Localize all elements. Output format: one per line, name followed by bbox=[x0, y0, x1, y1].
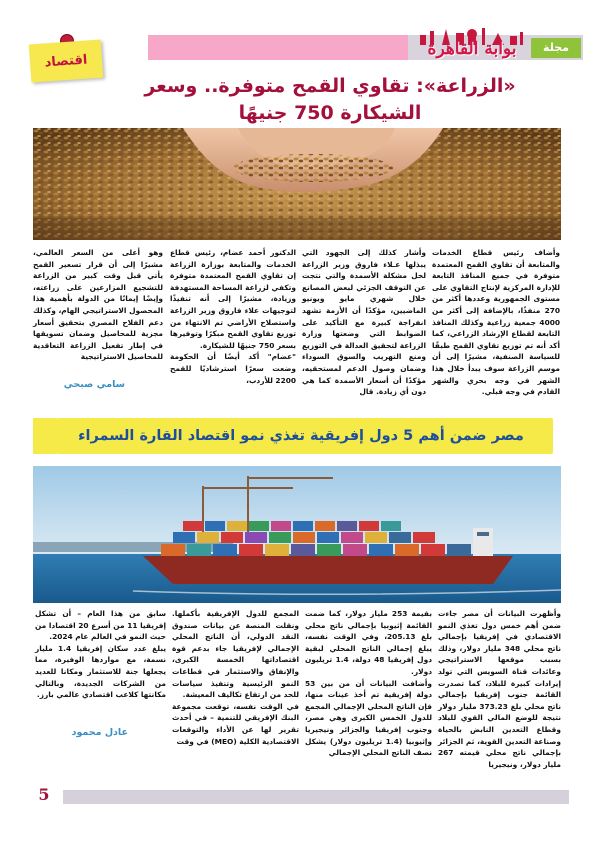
article2-headline: مصر ضمن أهم 5 دول إفريقية تغذي نمو اقتصاد القارة السمراء bbox=[78, 428, 524, 444]
page-number: 5 bbox=[38, 785, 50, 804]
footer-bar bbox=[63, 790, 569, 804]
article1-column-4: وهو أعلى من السعر العالمي، مشيرًا إلى أن قرار تسعير القمح يأتي قبل وقت كبير من الزراعة للتشجيع المزارعين على زراعته، وإيضًا إيمانًا من الدولة بأهمية هذا المحصول الاستراتيجي الهام، وكذلك دعم الفلاح المصري بتحقيق أسعار مجزية للمحاصيل وضمان تسويقها في إطار تفعيل الزراعة التعاقدية للمحاصيل الاستراتيجية bbox=[33, 248, 163, 362]
article1-column-2: وأشار كذلك إلى الجهود التي يبذلها عـلاء فاروق وزير الزراعة لحل مشكلة الأسمدة والتي نتجت عن التوقف الجزئي لبعض المصانع خلال شهري مايو ويونيو الماضيين، مؤكدًا أن الأزمة تشهد انفراجة كبيرة مع التأكيد على الضوابط التي وضعتها وزارة الزراعة لتحقيق العدالة في التوزيع ومنع التهريب والسوق السوداء وضمان وصول الدعم لمستحقيه، مؤكدًا أن أسعار الأسمدة كما هي دون أي زيادة. قال bbox=[302, 248, 426, 397]
section-label: اقتصاد bbox=[44, 52, 88, 71]
magazine-label: مجلة bbox=[531, 38, 581, 58]
section-sticky-note bbox=[29, 40, 103, 83]
article2-author: عادل محمود bbox=[71, 727, 128, 738]
article1-column-3: الدكتور أحمد عضام، رئيس قطاع الخدمات والمتابعة بوزارة الزراعة إن تقاوي القمح المعتمدة متوفرة وتكفي لزراعة المساحة المستهدفة وزيادة، مشيرًا إلى أنه تنفيذًا لتوجيهات علاء فاروق وزير الزراعة واستصلاح الأراضي تم الانتهاء من توزيع تقاوي القمح مبكرًا وتوفيرها بسعر 750 جنيهًا للشيكارة. "عضام" أكد أيضًا أن الحكومة وضعت سعرًا استرشاديًا للقمح 2200 للأردب، bbox=[170, 248, 296, 385]
wheat-grains-photo bbox=[33, 128, 561, 240]
headline-line-2: الشيكارة 750 جنيهًا bbox=[238, 102, 422, 124]
headline-line-1: «الزراعة»: تقاوي القمح متوفرة.. وسعر bbox=[144, 75, 516, 97]
article2-column-1: وأظهرت البيانات أن مصر جاءت ضمن أهم خمس دول تغذي النمو الاقتصادي في إفريقيا بإجمالي ناتج محلي 348 مليار دولار، وذلك بسبب موقعها الاستراتيجي وعائدات قناة السويس التي تولد إيرادات كبيرة للبلاد، كما تصدرت القائمة جنوب إفريقيا بإجمالي ناتج محلي بلغ 373.23 مليار دولار نتيجة للوضع المالي القوي للبلاد وقطاع التعدين النابض بالحياة وصناعة التعدين القوية، ثم الجزائر بإجمالي ناتج محلي قيمته 267 مليار دولار، ونيجيريا bbox=[438, 609, 562, 769]
article1-column-1: وأضاف رئيس قطاع الخدمات والمتابعة أن تقاوي القمح المعتمدة متوفرة في جميع المنافذ التابعة للإدارة المركزية لإنتاج التقاوي على مستوى الجمهورية وعددها أكثر من 270 منفذًا، بالإضافة إلى أكثر من 4000 جمعية زراعية وكذلك المنافذ التابعة لقطاع الإرشاد الزراعي، كما أكد أنه تم توزيع تقاوي القمح طبقًا للسياسة الصنفية، مشيرًا إلى أن موسم الزراعة سوف يبدأ خلال هذا الشهر في وجه بحري والشهر القادم في وجه قبلي. bbox=[432, 248, 560, 397]
banner-tab bbox=[33, 418, 57, 454]
article1-author: سامي صبحي bbox=[63, 379, 125, 390]
logo-text: بوابة القاهرة bbox=[427, 39, 517, 59]
article-headline bbox=[110, 73, 550, 127]
article2-column-4: سابق من هذا العام – أن تشكل إفريقيا 11 من أسرع 20 اقتصادا من حيث النمو في العالم عام 2024. يبلغ عدد سكان إفريقيا 1.4 مليار نسمة، مع مواردها الوفيرة، مما يجعلها جنة للاستثمار ومكانا للعديد من الشركات الجديدة، وبالتالي مكانتها كلاعب اقتصادي عالمي بارز. bbox=[35, 609, 166, 700]
magazine-header-accent bbox=[148, 35, 408, 60]
container-ship-photo bbox=[33, 466, 561, 603]
article2-column-2: بقيمة 253 مليار دولار، كما ضمت القائمة إثيوبيا بإجمالي ناتج محلي بلغ 205.13، وفي الوقت نفسه، يبلغ إجمالي الناتج المحلي لبقية دول إفريقيا 48 دولة، 1.4 تريليون دولار. وأضافت البيانات أن من بين 53 دولة إفريقية تم أخذ عينات منها، فإن الناتج المحلي الإجمالي المجمع للدول الخمس الكبرى وهي مصر، وجنوب إفريقيا والجزائر ونيجيريا وإثيوبيا (1.4 تريليون دولار) يشكل نصف الناتج المحلي الإجمالي bbox=[305, 609, 432, 758]
article2-column-3: المجمع للدول الإفريقية بأكملها. ونقلت المنصة عن بيانات صندوق النقد الدولي، أن الناتج المحلي الإجمالي لإفريقيا جاء بدعم قوة اقتصاداتها الخمسة الكبرى، والإنفاق والاستثمار في قطاعات النمو الرئيسية وتنفيذ سياسات للحد من ارتفاع تكاليف المعيشة. في الوقت نفسه، توقعت مجموعة البنك الإفريقي للتنمية – في أحدث تقرير لها عن الأداء والتوقعات الاقتصادية الكلية (MEO) في وقت bbox=[172, 609, 299, 746]
site-logo bbox=[412, 25, 532, 59]
